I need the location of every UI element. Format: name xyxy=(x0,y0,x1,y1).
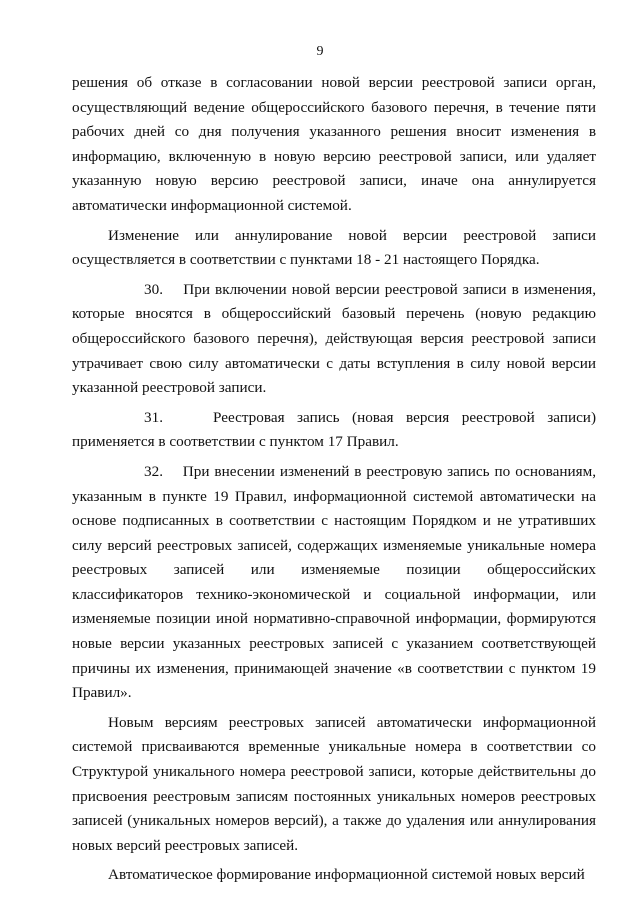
document-body xyxy=(72,71,596,888)
paragraph-text: При внесении изменений в реестровую запись по основаниям, указанным в пункте 19 Правил, информационной системой автоматически на основе подписанных в соответствии с настоящим Порядком и не утративших силу версий реестровых записей, содержащих изменяемые уникальные номера реестровых записей или изменяемые позиции общероссийских классификаторов технико-экономической и социальной информации, или изменяемые позиции иной нормативно-справочной информации, формируются новые версии указанных реестровых записей с указанием соответствующей причины их изменения, принимающей значение «в соответствии с пунктом 19 Правил». xyxy=(72,462,596,702)
paragraph-text: Автоматическое формирование информационной системой новых версий xyxy=(108,866,585,884)
paragraph-number: 32. xyxy=(144,462,163,480)
paragraph-automatic-formation xyxy=(72,863,596,888)
paragraph-text: Реестровая запись (новая версия реестровой записи) применяется в соответствии с пунктом 17 Правил. xyxy=(72,408,596,451)
paragraph-number: 30. xyxy=(144,280,163,298)
paragraph-32 xyxy=(72,460,596,706)
paragraph-30 xyxy=(72,278,596,401)
page-number: 9 xyxy=(316,44,324,59)
paragraph-31 xyxy=(72,406,596,455)
paragraph-number: 31. xyxy=(144,408,163,426)
paragraph-text: решения об отказе в согласовании новой версии реестровой записи орган, осуществляющий ведение общероссийского базового перечня, в течение пяти рабочих дней со дня получения указанного решения вносит изменения в информацию, включенную в новую версию реестровой записи, или удаляет указанную новую версию реестровой записи, иначе она аннулируется автоматически информационной системой. xyxy=(72,74,596,214)
paragraph-text: Изменение или аннулирование новой версии реестровой записи осуществляется в соответствии с пунктами 18 - 21 настоящего Порядка. xyxy=(72,226,596,269)
paragraph-text: Новым версиям реестровых записей автоматически информационной системой присваиваются временные уникальные номера в соответствии со Структурой уникального номера реестровой записи, которые действительны до присвоения реестровым записям постоянных уникальных номеров реестровых записей (уникальных номеров версий), а также до удаления или аннулирования новых версий реестровых записей. xyxy=(72,713,596,854)
paragraph-temporary-numbers xyxy=(72,711,596,859)
paragraph-text: При включении новой версии реестровой записи в изменения, которые вносятся в общероссийский базовый перечень (новую редакцию общероссийского базового перечня), действующая версия реестровой записи утрачивает свою силу автоматически с даты вступления в силу новой версии указанной реестровой записи. xyxy=(72,280,597,397)
paragraph-continuation xyxy=(72,71,596,219)
paragraph-amendment-procedure xyxy=(72,224,596,273)
